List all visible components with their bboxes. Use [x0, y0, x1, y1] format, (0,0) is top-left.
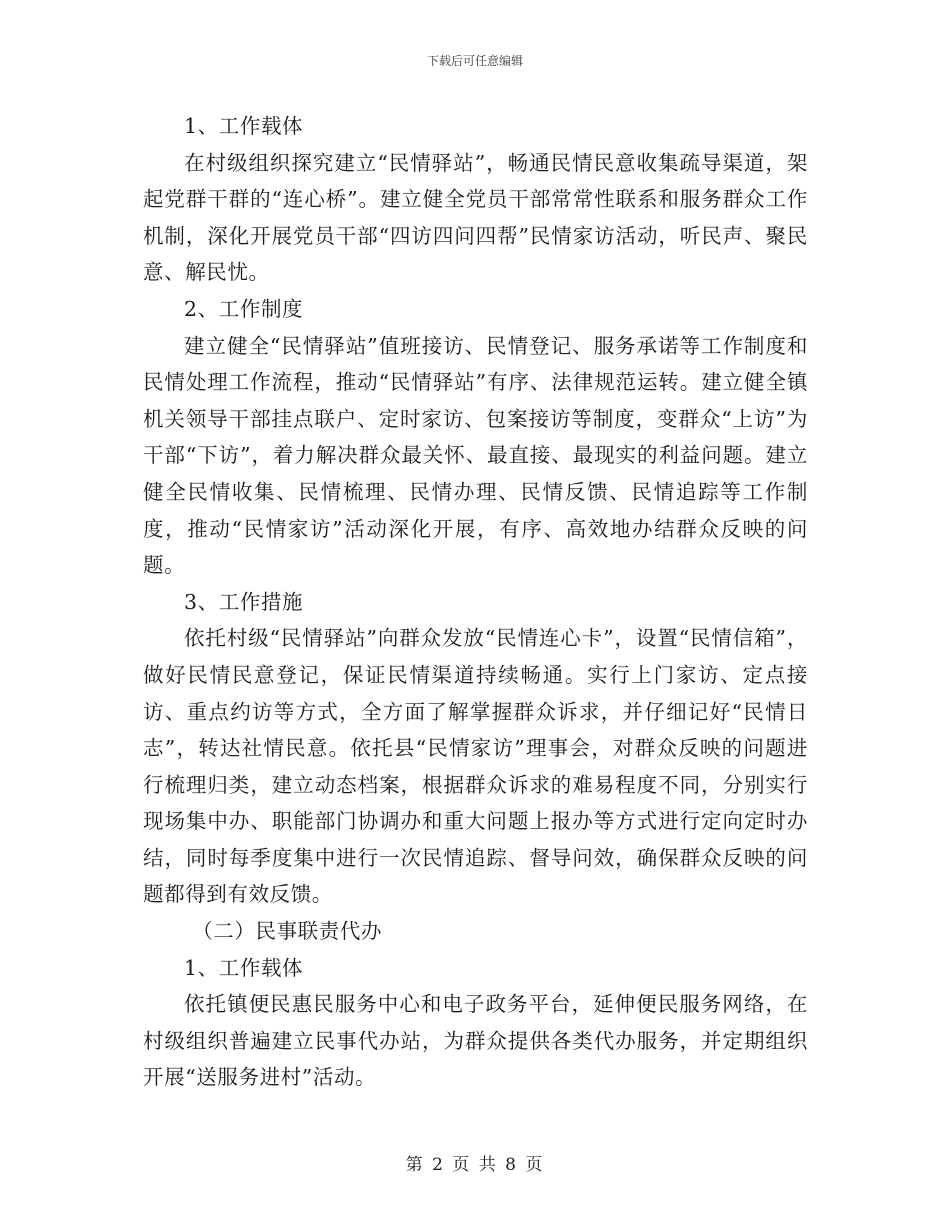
- paragraph-work-measures: 依托村级“民情驿站”向群众发放“民情连心卡”，设置“民情信箱”，做好民情民意登记，保证民情渠道持续畅通。实行上门家访、定点接访、重点约访等方式，全方面了解掌握群众诉求，并仔细记好“民情日志”，转达社情民意。依托县“民情家访”理事会，对群众反映的问题进行梳理归类，建立动态档案，根据群众诉求的难易程度不同，分别实行现场集中办、职能部门协调办和重大问题上报办等方式进行定向定时办结，同时每季度集中进行一次民情追踪、督导问效，确保群众反映的问题都得到有效反馈。: [143, 626, 808, 907]
- heading-work-system: 2、工作制度: [184, 296, 304, 321]
- heading-work-measures: 3、工作措施: [184, 589, 304, 614]
- page-header: 下载后可任意编辑: [426, 54, 523, 68]
- paragraph-work-system: 建立健全“民情驿站”值班接访、民情登记、服务承诺等工作制度和民情处理工作流程，推动“民情驿站”有序、法律规范运转。建立健全镇机关领导干部挂点联户、定时家访、包案接访等制度，变群众“上访”为干部“下访”，着力解决群众最关怀、最直接、最现实的利益问题。建立健全民情收集、民情梳理、民情办理、民情反馈、民情追踪等工作制度，推动“民情家访”活动深化开展，有序、高效地办结群众反映的问题。: [143, 333, 808, 578]
- paragraph-people-station: 在村级组织探究建立“民情驿站”，畅通民情民意收集疏导渠道，架起党群干群的“连心桥”。建立健全党员干部常常性联系和服务群众工作机制，深化开展党员干部“四访四问四帮”民情家访活动，听民声、聚民意、解民忧。: [143, 150, 808, 285]
- paragraph-service-center: 依托镇便民惠民服务中心和电子政务平台，延伸便民服务网络，在村级组织普遍建立民事代办站，为群众提供各类代办服务，并定期组织开展“送服务进村”活动。: [143, 992, 808, 1090]
- heading-work-carrier-2: 1、工作载体: [184, 955, 304, 980]
- heading-section-two: （二）民事联责代办: [192, 919, 383, 944]
- heading-work-carrier: 1、工作载体: [184, 114, 304, 138]
- document-body: [143, 108, 808, 1096]
- page-number: 第 2 页 共 8 页: [405, 1155, 545, 1175]
